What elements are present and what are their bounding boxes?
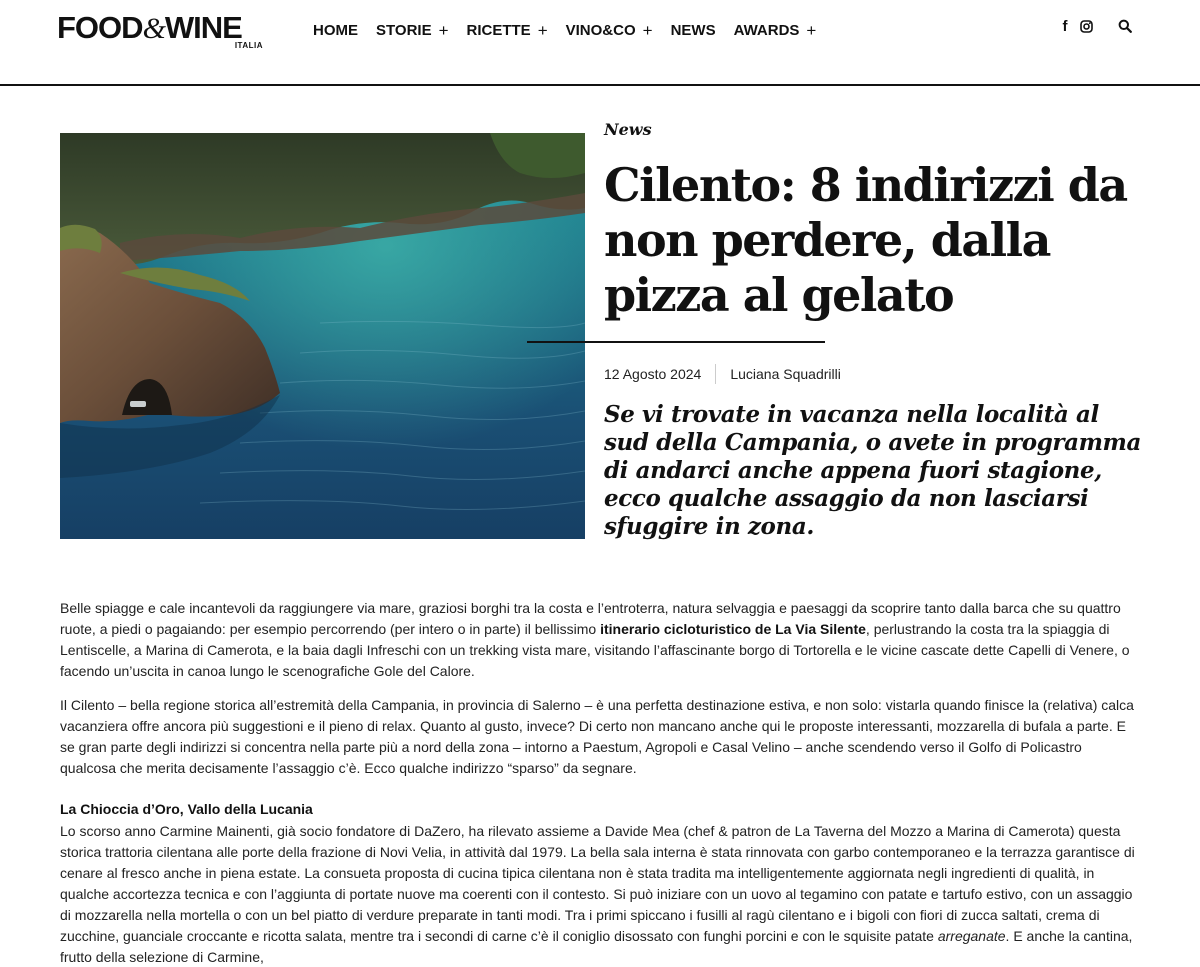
main-nav: [313, 19, 834, 41]
nav-item-awards[interactable]: AWARDS +: [733, 20, 817, 40]
article-author-link[interactable]: Luciana Squadrilli: [730, 366, 841, 382]
section-heading: La Chioccia d’Oro, Vallo della Lucania: [60, 801, 313, 817]
article-title: Cilento: 8 indirizzi da non perdere, dalla pizza al gelato: [604, 158, 1127, 322]
instagram-icon[interactable]: [1079, 17, 1093, 35]
article-subtitle: Se vi trovate in vacanza nella località al sud della Campania, o avete in programma di andarci anche appena fuori stagione, ecco qualche assaggio da non lasciarsi sfuggire in zona.: [604, 401, 1141, 540]
meta-separator: [715, 364, 716, 384]
facebook-icon[interactable]: f: [1062, 17, 1068, 35]
article-date: 12 Agosto 2024: [604, 366, 702, 382]
article-paragraph: Il Cilento – bella regione storica all’estremità della Campania, in provincia di Salerno – è una perfetta destinazione estiva, e non solo: vistarla quando finisce la (relativa) calca vacanziera offre ancora più suggestioni e il pieno di relax. Quanto al gusto, invece? Di certo non mancano anche qui le proposte interessanti, mozzarella di bufala a parte. E se gran parte degli indirizzi si concentra nella parte più a nord della zona – intorno a Paestum, Agropoli e Casal Velino – anche scendendo verso il Golfo di Policastro qualcosa che merita decisamente l’assaggio c’è. Ecco qualche indirizzo “sparso” da segnare.: [60, 697, 1134, 776]
nav-item-home[interactable]: HOME: [313, 21, 358, 39]
site-logo[interactable]: [57, 10, 267, 50]
itinerary-link[interactable]: itinerario cicloturistico de La Via Silente: [600, 621, 866, 637]
logo-wordmark: FOOD&WINE: [57, 10, 242, 45]
coastal-landscape-image: [60, 133, 585, 539]
expand-plus-icon[interactable]: +: [537, 20, 548, 40]
article-body: [60, 598, 1140, 967]
expand-plus-icon[interactable]: +: [642, 20, 653, 40]
title-divider: [527, 341, 825, 343]
nav-item-news[interactable]: NEWS: [670, 21, 716, 39]
italic-term: arreganate: [937, 928, 1006, 944]
article-category-link[interactable]: News: [604, 120, 652, 139]
logo-subtitle: ITALIA: [234, 41, 263, 50]
search-icon[interactable]: [1117, 17, 1133, 35]
nav-item-vinoco[interactable]: VINO&CO +: [565, 20, 653, 40]
expand-plus-icon[interactable]: +: [806, 20, 817, 40]
article-meta: [604, 363, 841, 385]
nav-item-ricette[interactable]: RICETTE +: [466, 20, 548, 40]
expand-plus-icon[interactable]: +: [438, 20, 449, 40]
article-paragraph: Lo scorso anno Carmine Mainenti, già socio fondatore di DaZero, ha rilevato assieme a Davide Mea (chef & patron de La Taverna del Mozzo a Marina di Camerota) questa storica trattoria cilentana alle porte della frazione di Novi Velia, in attività dal 1979. La bella sala interna è stata rinnovata con garbo contemporaneo e la terrazza garantisce di cenare al fresco anche in piena estate. La consueta proposta di cucina tipica cilentana non è stata tradita ma intelligentemente aggiornata negli ingredienti di qualità, in qualche accortezza tecnica e con l’aggiunta di portate nuove ma coerenti con il contesto. Si può iniziare con un uovo al tegamino con patate e tartufo estivo, con un assaggio di mozzarella nella mortella o con un bel piatto di verdure preparate in tanti modi. Tra i primi spiccano i fusilli al ragù cilentano e i bigoli con fiori di zucca saltati, crema di zucchine, guanciale croccante e ricotta salata, mentre tra i secondi di carne c’è il coniglio disossato con funghi porcini e con le squisite patate arreganate. E anche la cantina, frutto della selezione di Carmine,: [60, 823, 1135, 965]
site-header: [0, 0, 1200, 86]
hero-image: [60, 133, 585, 539]
nav-item-storie[interactable]: STORIE +: [376, 20, 449, 40]
article-paragraph: Belle spiagge e cale incantevoli da raggiungere via mare, graziosi borghi tra la costa e l’entroterra, natura selvaggia e paesaggi da scoprire tanto dalla barca che su quattro ruote, a piedi o pagaiando: per esempio percorrendo (per intero o in parte) il bellissimo itinerario cicloturistico de La Via Silente, perlustrando la costa tra la spiaggia di Lentiscelle, a Marina di Camerota, e la baia dagli Infreschi con un trekking vista mare, visitando l’affascinante borgo di Tortorella e le vicine cascate dette Capelli di Venere, o facendo un’uscita in canoa lungo le scenografiche Gole del Calore.: [60, 600, 1130, 679]
